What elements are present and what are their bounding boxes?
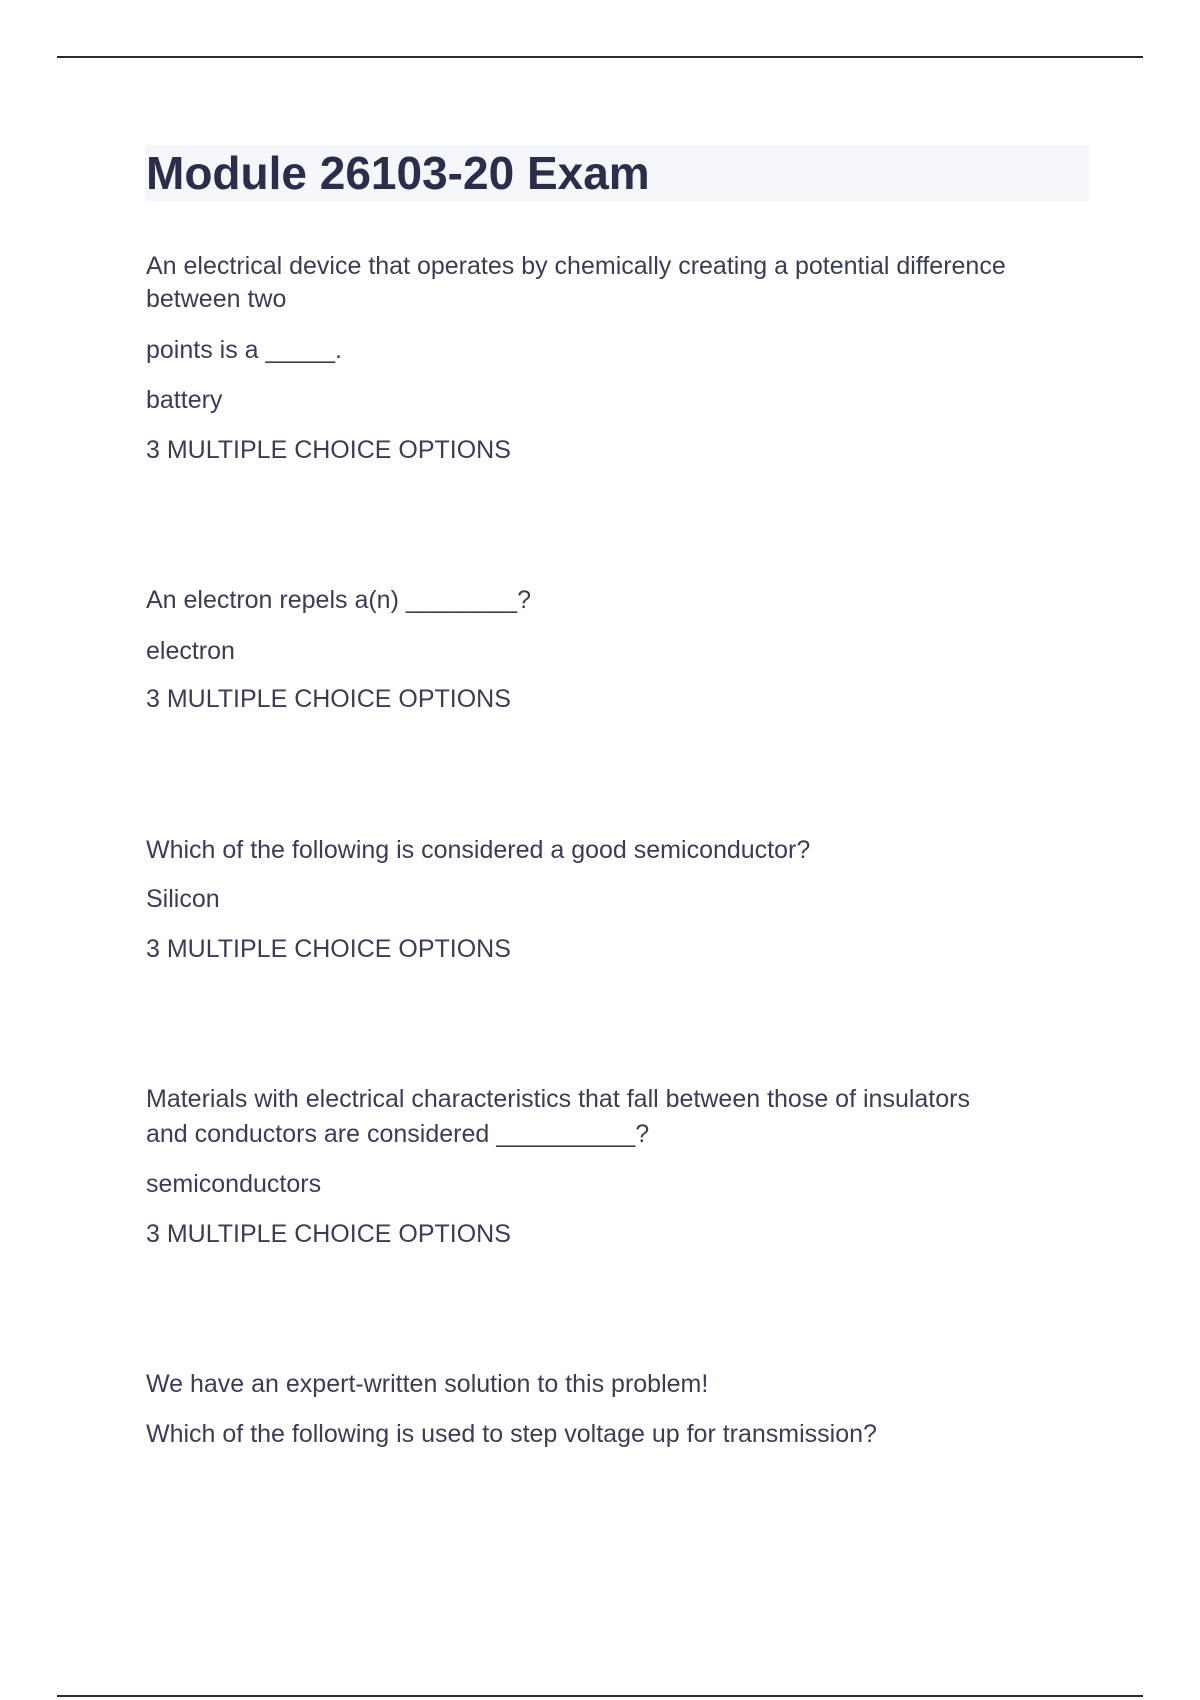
question-4-line-1: Materials with electrical characteristics that fall between those of insulators	[146, 1085, 970, 1113]
answer-4: semiconductors	[146, 1170, 322, 1198]
question-3-line-1: Which of the following is considered a good semiconductor?	[146, 836, 811, 864]
options-note-2: 3 MULTIPLE CHOICE OPTIONS	[146, 685, 511, 713]
answer-3: Silicon	[146, 885, 220, 913]
top-divider	[57, 56, 1143, 58]
question-5-line-1: Which of the following is used to step voltage up for transmission?	[146, 1420, 877, 1448]
solution-promo: We have an expert-written solution to this problem!	[146, 1370, 709, 1398]
answer-2: electron	[146, 637, 235, 665]
page-title: Module 26103-20 Exam	[146, 147, 650, 199]
options-note-4: 3 MULTIPLE CHOICE OPTIONS	[146, 1220, 511, 1248]
question-4-line-2: and conductors are considered __________?	[146, 1120, 650, 1148]
question-2-line-1: An electron repels a(n) ________?	[146, 586, 531, 614]
bottom-divider	[57, 1695, 1143, 1697]
question-1-line-1: An electrical device that operates by chemically creating a potential difference	[146, 252, 1006, 280]
question-1-line-2: between two	[146, 285, 287, 313]
options-note-1: 3 MULTIPLE CHOICE OPTIONS	[146, 436, 511, 464]
question-1-line-3: points is a _____.	[146, 336, 342, 364]
options-note-3: 3 MULTIPLE CHOICE OPTIONS	[146, 935, 511, 963]
answer-1: battery	[146, 386, 223, 414]
